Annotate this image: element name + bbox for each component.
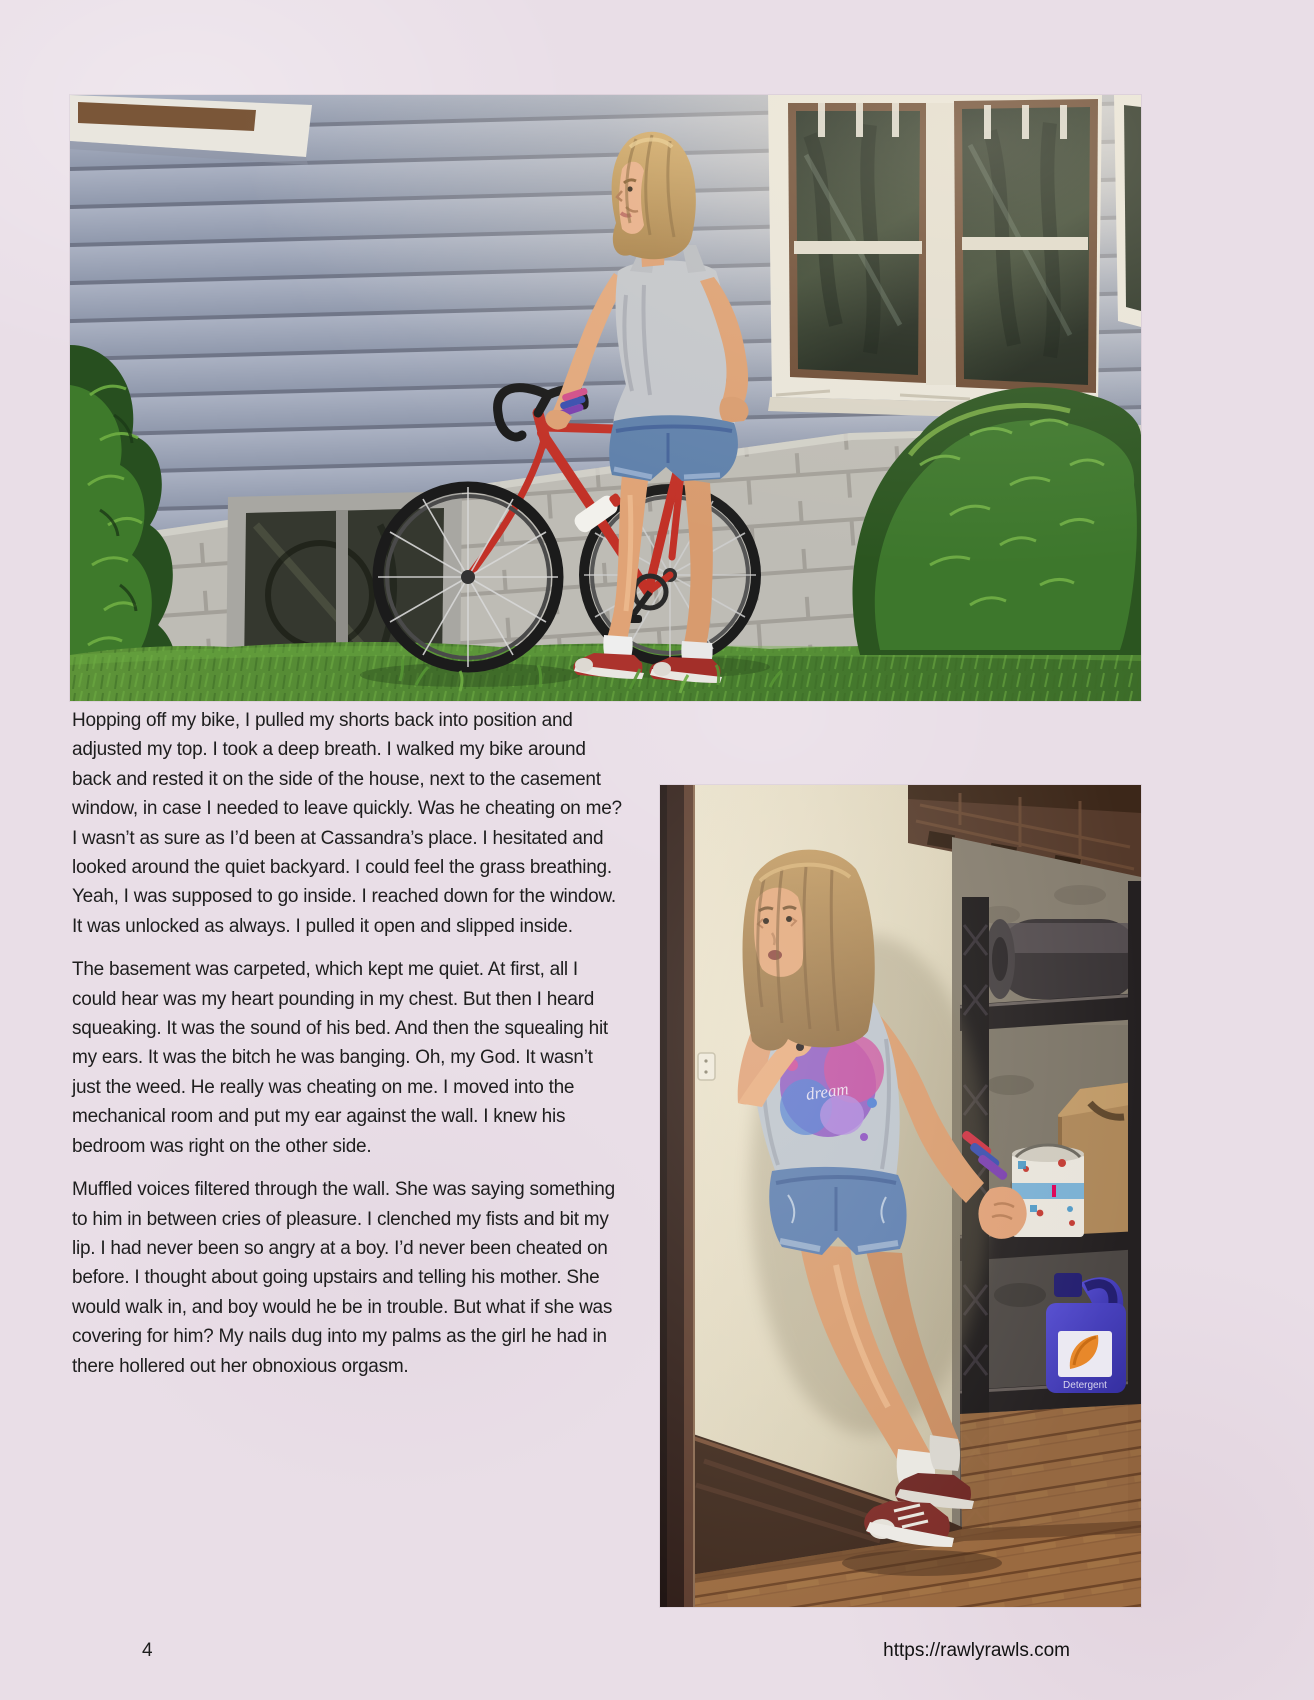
story-paragraph-1: Hopping off my bike, I pulled my shorts back into position and adjusted my top. I took a deep breath. I walked my bike around back and rested it on the side of the house, next to the casement window, in case I needed to leave quickly. Was he cheating on me? I wasn’t as sure as I’d been at Cassandra’s place. I hesitated and looked around the quiet backyard. I could feel the grass breathing. Yeah, I was supposed to go inside. I reached down for the window. It was unlocked as always. I pulled it open and slipped inside. [72, 710, 622, 937]
story-paragraph-2: The basement was carpeted, which kept me quiet. At first, all I could hear was my heart pounding in my chest. But then I heard squeaking. It was the sound of his bed. And then the squealing hit my ears. It was the bitch he was banging. Oh, my God. It wasn’t just the weed. He really was cheating on me. I moved into the mechanical room and put my ear against the wall. I knew his bedroom was right on the other side. [72, 959, 608, 1157]
story-text-column [72, 706, 626, 1395]
outdoor-scene-illustration [70, 95, 1141, 701]
photo-basement [660, 785, 1141, 1607]
page-number: 4 [142, 1640, 153, 1661]
photo-outdoor-bike [70, 95, 1141, 701]
story-paragraph-3: Muffled voices filtered through the wall. She was saying something to him in between cries of pleasure. I clenched my fists and bit my lip. I had never been so angry at a boy. I’d never been cheated on before. I thought about going upstairs and telling his mother. She would walk in, and boy would he be in trouble. But what if she was covering for him? My nails dug into my palms as the girl he had in there hollered out her obnoxious orgasm. [72, 1179, 615, 1377]
site-url-link[interactable]: https://rawlyrawls.com [883, 1640, 1070, 1661]
basement-scene-illustration [660, 785, 1141, 1607]
